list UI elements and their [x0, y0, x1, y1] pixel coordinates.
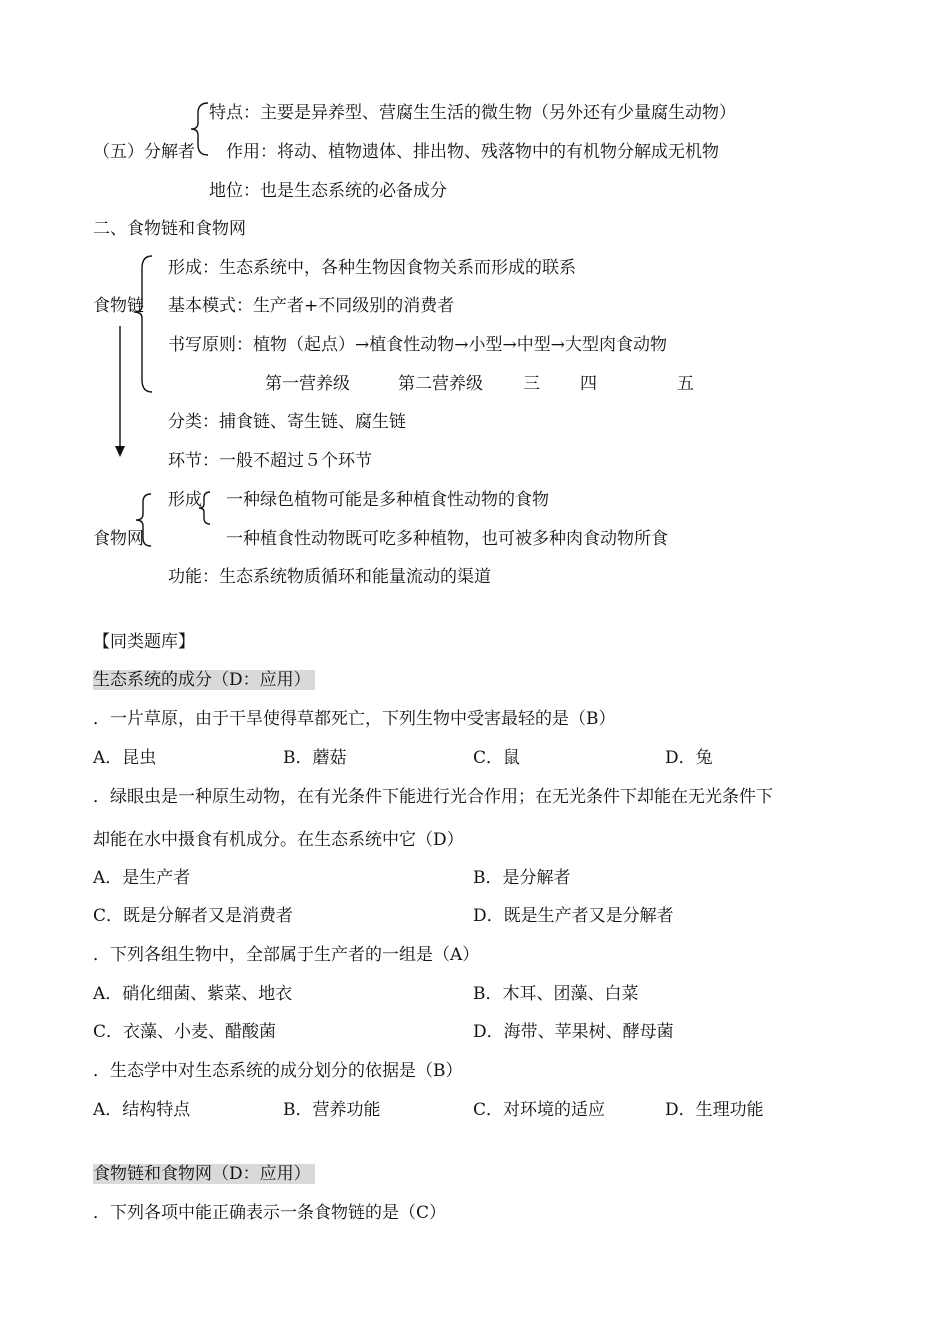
q4-option-b: B．营养功能: [283, 1100, 381, 1120]
q3-option-d: D．海带、苹果树、酵母菌: [473, 1022, 674, 1042]
decomposer-status: 地位：也是生态系统的必备成分: [209, 181, 447, 201]
q4-option-d: D．生理功能: [665, 1100, 764, 1120]
food-chain-links: 环节：一般不超过５个环节: [168, 451, 372, 471]
q3-option-c: C．衣藻、小麦、醋酸菌: [93, 1022, 277, 1042]
decomposer-traits: 特点：主要是异养型、营腐生生活的微生物（另外还有少量腐生动物）: [209, 103, 736, 123]
food-web-formation-1: 一种绿色植物可能是多种植食性动物的食物: [226, 490, 549, 510]
topic2-q1-stem: ．下列各项中能正确表示一条食物链的是（C）: [93, 1203, 447, 1223]
trophic-level-1: 第一营养级: [265, 374, 350, 394]
trophic-level-4: 四: [580, 374, 597, 394]
q2-stem-line2: 却能在水中摄食有机成分。在生态系统中它（D）: [93, 830, 464, 850]
topic-1-title: 生态系统的成分（D：应用）: [93, 670, 315, 690]
q2-option-b: B．是分解者: [473, 868, 571, 888]
q4-option-a: A．结构特点: [93, 1100, 191, 1120]
food-chain-writing-rule: 书写原则：植物（起点）→植食性动物→小型→中型→大型肉食动物: [168, 335, 667, 355]
food-chain-pattern: 基本模式：生产者+不同级别的消费者: [168, 296, 455, 316]
q2-option-d: D．既是生产者又是分解者: [473, 906, 674, 926]
q4-stem: ．生态学中对生态系统的成分划分的依据是（B）: [93, 1061, 463, 1081]
q2-stem-line1: ．绿眼虫是一种原生动物，在有光条件下能进行光合作用；在无光条件下却能在无光条件下: [93, 787, 773, 807]
food-web-formation-2: 一种植食性动物既可吃多种植物，也可被多种肉食动物所食: [226, 529, 668, 549]
food-chain-formation: 形成：生态系统中，各种生物因食物关系而形成的联系: [168, 258, 576, 278]
topic-heading: [93, 669, 315, 691]
q4-option-c: C．对环境的适应: [473, 1100, 606, 1120]
q1-option-a: A．昆虫: [93, 748, 157, 768]
decomposer-label: （五）分解者: [93, 142, 195, 162]
question-bank-title: 【同类题库】: [93, 632, 195, 652]
q2-option-a: A．是生产者: [93, 868, 191, 888]
q1-option-d: D．兔: [665, 748, 713, 768]
q2-option-c: C．既是分解者又是消费者: [93, 906, 294, 926]
food-chain-classification: 分类：捕食链、寄生链、腐生链: [168, 412, 406, 432]
trophic-level-2: 第二营养级: [398, 374, 483, 394]
down-arrow-icon: [112, 326, 128, 458]
food-web-formation-label: 形成: [168, 490, 202, 510]
q1-stem: ．一片草原，由于干旱使得草都死亡，下列生物中受害最轻的是（B）: [93, 709, 616, 729]
q1-option-c: C．鼠: [473, 748, 521, 768]
topic-heading: [93, 1163, 315, 1185]
q1-option-b: B．蘑菇: [283, 748, 347, 768]
topic-2-title: 食物链和食物网（D：应用）: [93, 1164, 315, 1184]
food-web-function: 功能：生态系统物质循环和能量流动的渠道: [168, 567, 491, 587]
food-chain-label: 食物链: [93, 296, 144, 316]
q3-option-b: B．木耳、团藻、白菜: [473, 984, 639, 1004]
trophic-level-3: 三: [523, 374, 540, 394]
q3-stem: ．下列各组生物中，全部属于生产者的一组是（A）: [93, 945, 480, 965]
decomposer-function: 作用：将动、植物遗体、排出物、残落物中的有机物分解成无机物: [226, 142, 719, 162]
q3-option-a: A．硝化细菌、紫菜、地衣: [93, 984, 293, 1004]
food-web-label: 食物网: [93, 529, 144, 549]
trophic-level-5: 五: [677, 374, 694, 394]
section-title-food-chain-web: 二、食物链和食物网: [93, 219, 246, 239]
food-chain-brace: [130, 254, 154, 394]
